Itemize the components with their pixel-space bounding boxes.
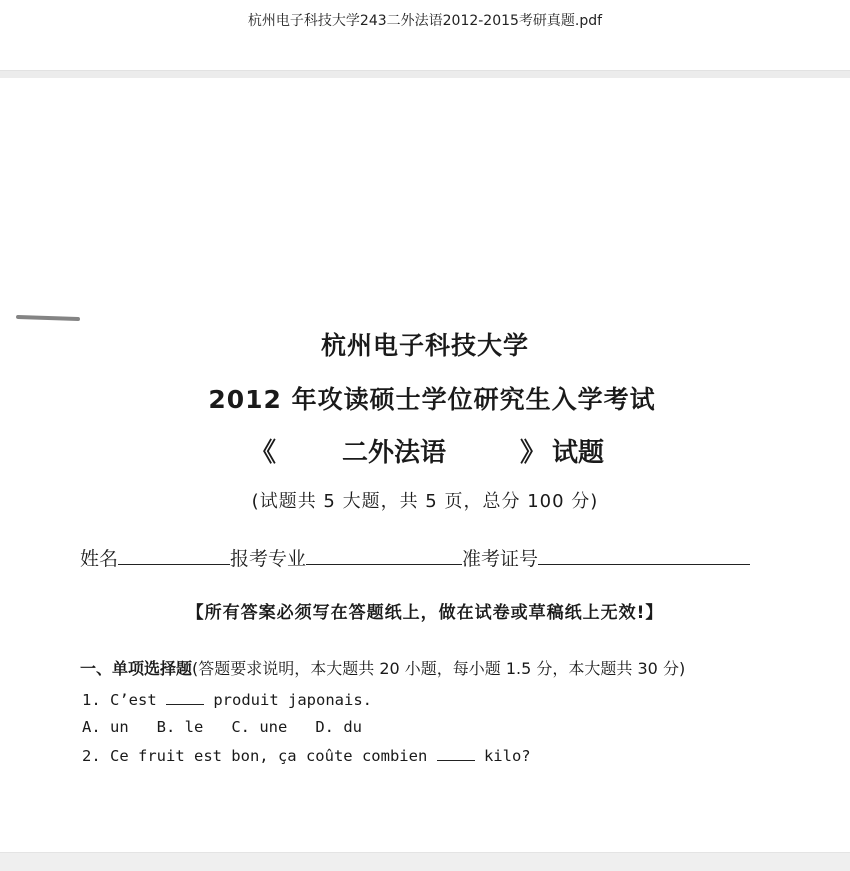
- section-heading: [80, 656, 685, 679]
- id-label: 准考证号: [462, 548, 539, 570]
- question-1: [82, 690, 372, 709]
- section-description: (答题要求说明，本大题共 20 小题，每小题 1.5 分，本大题共 30 分): [192, 659, 686, 678]
- question-1-options: [82, 718, 390, 736]
- exam-info: (试题共 5 大题，共 5 页，总分 100 分): [251, 491, 599, 512]
- option-b: B. le: [156, 718, 204, 736]
- name-blank: [118, 546, 230, 565]
- option-a: A. un: [82, 718, 129, 736]
- file-title: 杭州电子科技大学243二外法语2012-2015考研真题.pdf: [247, 13, 603, 29]
- question-2-prefix: 2. Ce fruit est bon, ça coûte combien: [82, 747, 428, 765]
- option-c: C. une: [231, 718, 288, 736]
- subject-close-bracket: 》: [520, 438, 547, 468]
- major-label: 报考专业: [230, 548, 307, 570]
- candidate-fields: [80, 544, 750, 571]
- exam-title: 2012 年攻读硕士学位研究生入学考试: [208, 385, 656, 414]
- name-label: 姓名: [80, 548, 119, 570]
- section-title: 一、单项选择题: [80, 659, 193, 678]
- bottom-separator: [0, 852, 850, 871]
- option-d: D. du: [315, 718, 363, 736]
- subject-title: [0, 432, 850, 472]
- id-blank: [538, 546, 750, 565]
- question-1-prefix: 1. C’est: [82, 691, 157, 709]
- question-2-suffix: kilo?: [483, 747, 531, 765]
- question-1-blank: [166, 690, 204, 705]
- answer-notice: 【所有答案必须写在答题纸上，做在试卷或草稿纸上无效!】: [186, 603, 664, 623]
- university-name: 杭州电子科技大学: [320, 331, 529, 360]
- file-header: [0, 0, 850, 70]
- question-2: [82, 746, 531, 765]
- question-1-suffix: produit japonais.: [213, 691, 372, 709]
- question-2-blank: [437, 746, 475, 761]
- subject-open-bracket: 《: [250, 438, 277, 468]
- major-blank: [306, 546, 462, 565]
- subject-suffix: 试题: [552, 438, 605, 468]
- scan-smudge: [16, 315, 80, 321]
- subject-name: 二外法语: [342, 438, 447, 468]
